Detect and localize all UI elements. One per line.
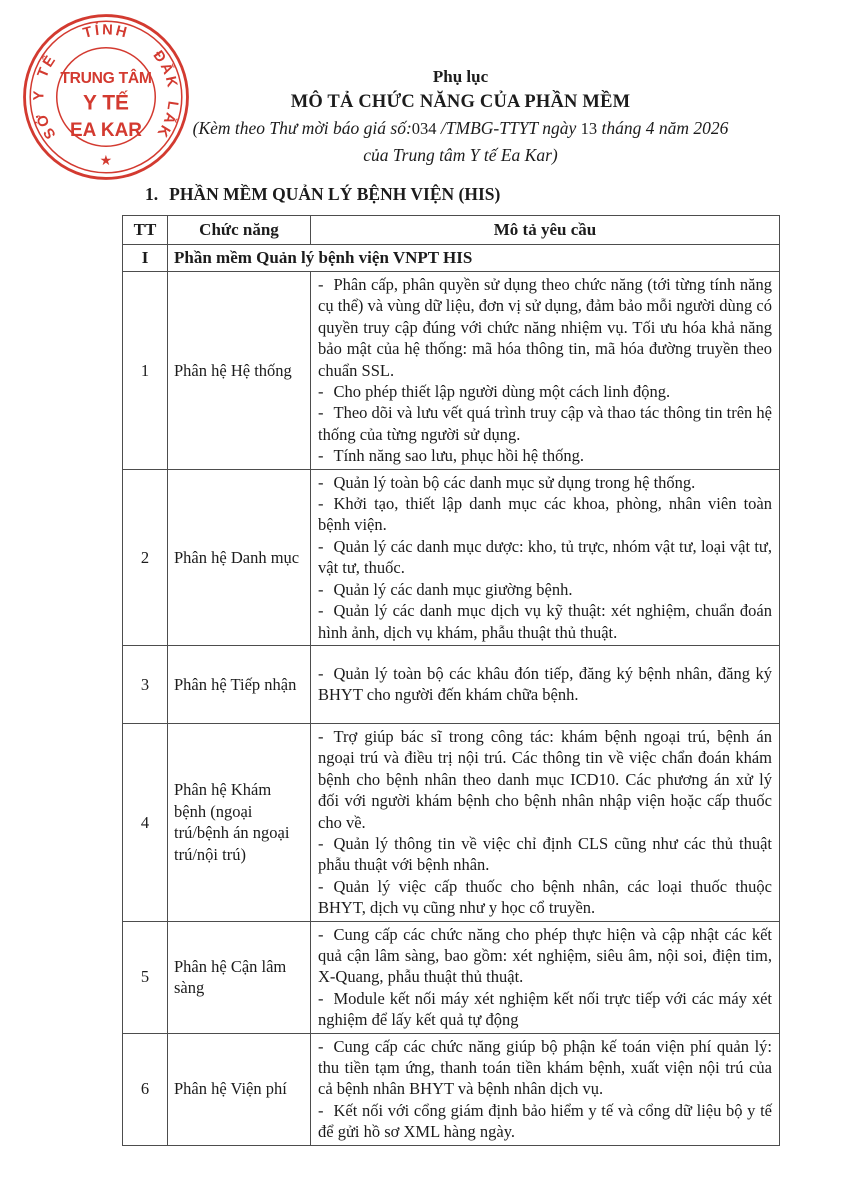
bullet-text: Cung cấp các chức năng cho phép thực hiện và cập nhật các kết quả cận lâm sàng, bao gồm: xét nghiệm, siêu âm, nội soi, điện tim, X-Quang, phẫu thuật thủ thuật. (318, 924, 772, 987)
stamp-center-line1: TRUNG TÂM (60, 69, 152, 87)
org-stamp (16, 5, 196, 189)
stamp-ring-right-label: ĐẮK LẮK (149, 47, 181, 142)
stamp-ring-text-left (31, 51, 60, 142)
section-number: 1. (145, 184, 159, 204)
spec-table (122, 215, 780, 1146)
bullet-dash: - (318, 924, 324, 944)
bullet-text: Phân cấp, phân quyền sử dụng theo chức năng (tới từng tính năng cụ thể) và vùng dữ liệu, đơn vị sử dụng, đảm bảo mỗi người dùng có quyền truy cập đúng với chức năng nhiệm vụ. Tối ưu hóa khả năng bảo mật của hệ thống: mã hóa thông tin, mã hóa đường truyền theo chuẩn SSL. (318, 275, 772, 380)
bullet-dash: - (318, 1036, 324, 1056)
table-row (123, 723, 780, 921)
requirement-item (318, 402, 772, 445)
bullet-dash: - (318, 472, 324, 492)
table-row (123, 469, 780, 645)
module-description (311, 645, 780, 723)
col-header-function: Chức năng (168, 216, 311, 245)
table-row (123, 1033, 780, 1145)
bullet-text: Quản lý các danh mục dược: kho, tủ trực, nhóm vật tư, loại vật tư, vật tư, thuốc. (318, 536, 772, 578)
row-index: 5 (123, 921, 168, 1033)
module-name: Phân hệ Danh mục (168, 469, 311, 645)
module-description (311, 1033, 780, 1145)
subtitle-prefix: (Kèm theo Thư mời báo giá số: (192, 118, 412, 138)
requirement-item (318, 988, 772, 1031)
module-name: Phân hệ Khám bệnh (ngoại trú/bệnh án ngoại trú/nội trú) (168, 723, 311, 921)
bullet-dash: - (318, 403, 324, 423)
table-header-row (123, 216, 780, 245)
bullet-dash: - (318, 664, 324, 683)
requirement-item (318, 472, 772, 493)
bullet-text: Quản lý việc cấp thuốc cho bệnh nhân, các loại thuốc thuộc BHYT, dịch vụ cũng như y học cổ truyền. (318, 876, 772, 918)
bullet-dash: - (318, 536, 324, 556)
stamp-center-line2: Y TẾ (83, 91, 129, 115)
row-index: 1 (123, 272, 168, 470)
requirement-item (318, 924, 772, 988)
document-subtitle-line1 (150, 115, 771, 142)
bullet-text: Quản lý thông tin về việc chỉ định CLS cũng như các thủ thuật phẫu thuật với bệnh nhân. (318, 833, 772, 875)
bullet-text: Cho phép thiết lập người dùng một cách linh động. (333, 382, 671, 402)
bullet-dash: - (318, 275, 324, 294)
requirement-item (318, 833, 772, 876)
bullet-text: Module kết nối máy xét nghiệm kết nối trực tiếp với các máy xét nghiệm để lấy kết quả tự động (318, 988, 772, 1030)
row-index: 4 (123, 723, 168, 921)
appendix-label: Phụ lục (432, 67, 489, 86)
section-title: PHẦN MỀM QUẢN LÝ BỆNH VIỆN (HIS) (169, 184, 501, 204)
col-header-tt: TT (123, 216, 168, 245)
module-description (311, 723, 780, 921)
document-header (150, 0, 771, 169)
bullet-text: Quản lý các danh mục dịch vụ kỹ thuật: xét nghiệm, chuẩn đoán hình ảnh, dịch vụ khám, phẫu thuật thủ thuật. (318, 601, 772, 642)
requirement-item (318, 274, 772, 381)
section-heading (145, 181, 849, 207)
bullet-dash: - (318, 494, 324, 514)
table-row (123, 645, 780, 723)
requirement-item (318, 1100, 772, 1143)
bullet-dash: - (318, 579, 324, 599)
bullet-dash: - (318, 988, 324, 1008)
bullet-dash: - (318, 601, 324, 621)
requirement-item (318, 445, 772, 466)
document-subtitle-line2: của Trung tâm Y tế Ea Kar) (363, 145, 558, 165)
bullet-dash: - (318, 446, 324, 466)
table-row (123, 272, 780, 470)
requirement-item (318, 726, 772, 833)
module-name: Phân hệ Viện phí (168, 1033, 311, 1145)
doc-day: 13 (580, 119, 598, 138)
bullet-dash: - (318, 876, 324, 896)
bullet-text: Khởi tạo, thiết lập danh mục các khoa, phòng, nhân viên toàn bệnh viện. (318, 494, 772, 535)
star-icon: ★ (99, 153, 113, 170)
group-index: I (123, 245, 168, 272)
table-row (123, 921, 780, 1033)
requirement-item (318, 600, 772, 643)
document-title: MÔ TẢ CHỨC NĂNG CỦA PHẦN MỀM (290, 92, 631, 112)
requirement-item (318, 579, 772, 600)
bullet-text: Cung cấp các chức năng giúp bộ phận kế toán viện phí quản lý: thu tiền tạm ứng, thanh toán tiền khám bệnh, xuất viện nội trú của cả bệnh nhân BHYT và bệnh nhân dịch vụ. (318, 1036, 772, 1099)
doc-number: 034 (411, 119, 437, 138)
module-description (311, 469, 780, 645)
requirement-item (318, 493, 772, 536)
module-name: Phân hệ Tiếp nhận (168, 645, 311, 723)
requirement-item (318, 381, 772, 402)
bullet-dash: - (318, 1100, 324, 1120)
requirement-item (318, 1036, 772, 1100)
bullet-text: Tính năng sao lưu, phục hồi hệ thống. (333, 446, 584, 466)
bullet-dash: - (318, 382, 324, 402)
module-name: Phân hệ Hệ thống (168, 272, 311, 470)
bullet-text: Kết nối với cổng giám định bảo hiểm y tế và cổng dữ liệu bộ y tế để gửi hồ sơ XML hàng ngày. (318, 1100, 772, 1142)
requirement-item (318, 536, 772, 579)
stamp-ring-left-label: SỞ Y TẾ (31, 51, 61, 142)
bullet-text: Quản lý toàn bộ các khâu đón tiếp, đăng ký bệnh nhân, đăng ký BHYT cho người đến khám chữa bệnh. (318, 664, 772, 705)
stamp-center-line3: EA KAR (70, 119, 142, 141)
subtitle-mid: /TMBG-TTYT ngày (436, 118, 581, 138)
module-description (311, 921, 780, 1033)
requirement-item (318, 876, 772, 919)
bullet-dash: - (318, 833, 324, 853)
bullet-text: Quản lý các danh mục giường bệnh. (333, 579, 573, 599)
stamp-ring-top-label: TỈNH (81, 22, 131, 42)
row-index: 3 (123, 645, 168, 723)
bullet-text: Theo dõi và lưu vết quá trình truy cập và thao tác thông tin trên hệ thống của từng người sử dụng. (318, 403, 772, 444)
group-row (123, 245, 780, 272)
subtitle-suffix: tháng 4 năm 2026 (597, 118, 729, 138)
col-header-description: Mô tả yêu cầu (311, 216, 780, 245)
requirement-item (318, 663, 772, 706)
row-index: 2 (123, 469, 168, 645)
row-index: 6 (123, 1033, 168, 1145)
module-description (311, 272, 780, 470)
bullet-dash: - (318, 726, 324, 746)
group-title: Phần mềm Quản lý bệnh viện VNPT HIS (168, 245, 780, 272)
stamp-graphic (16, 5, 196, 189)
bullet-text: Trợ giúp bác sĩ trong công tác: khám bệnh ngoại trú, bệnh án ngoại trú và điều trị nội trú. Các thông tin về việc chẩn đoán khám bệnh cho bệnh nhân theo danh mục ICD10. Các phương án xử lý đối với người khám bệnh cho bệnh nhân nhập viện hoặc cấp thuốc cho về. (318, 726, 772, 832)
bullet-text: Quản lý toàn bộ các danh mục sử dụng trong hệ thống. (333, 472, 696, 492)
stamp-ring-text-top (81, 22, 130, 42)
module-name: Phân hệ Cận lâm sàng (168, 921, 311, 1033)
